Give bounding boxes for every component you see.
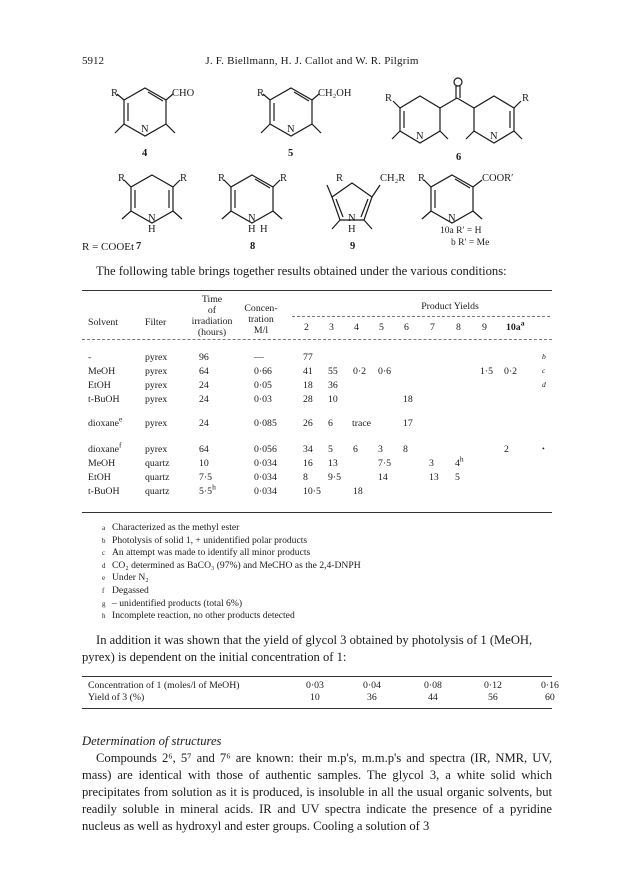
table-cell-solvent: MeOH [88,366,116,377]
product-col-7: 7 [430,322,435,333]
table-cell-y2: 18 [303,380,313,391]
compound-10b-note: b R′ = Me [451,238,490,248]
table2-yield-cell: 10 [310,692,320,703]
footnote: f Degassed [102,585,149,596]
table-cell-conc: 0·034 [254,472,277,483]
table-cell-solvent: - [88,352,92,363]
ch2oh-label: CH₂OH [318,88,352,99]
product-col-6: 6 [404,322,409,333]
table-cell-time: 24 [199,394,209,405]
paragraph-structures: Compounds 2⁶, 5⁷ and 7⁶ are known: their m.p's, m.m.p's and spectra (IR, NMR, UV, mass) are identical with those of authentic samples. The glycol 3, a white solid which precipitates from solution as it is produced, is insoluble in all the usual organic solvents, but readily soluble in mineral acids. IR and UV spectra indicate the presence of a pyridine nucleus as well as hydroxyl and ester groups. Cooling a solution of 3 [82,751,552,833]
compound-9-label: 9 [350,241,356,252]
table-cell-y2: 10·5 [303,486,321,497]
n-label: N [287,124,295,135]
h-label: H [248,224,256,235]
table2-concentration-cell: 0·12 [484,680,502,691]
col-header-concentration: Concen- tration M/l [244,303,278,336]
product-col-4: 4 [354,322,359,333]
table-cell-solvent: MeOH [88,458,116,469]
table-cell-y2: 8 [303,472,308,483]
r-label: R [257,88,265,99]
table-cell-y5: 0·6 [378,366,392,377]
table-cell-y8: 5 [455,472,460,483]
footnote: g – unidentified products (total 6%) [102,597,243,609]
table-cell-y2: 26 [303,418,313,429]
table-cell-filter: pyrex [145,418,168,429]
footnote: b Photolysis of solid 1, + unidentified polar products [102,534,308,546]
table-cell-y10: 2 [504,444,509,455]
table-cell-y3: 6 [328,418,333,429]
compound-6-label: 6 [456,152,462,163]
table-cell-y6: 8 [403,444,408,455]
h-label: H [260,224,268,235]
table-cell-y7: 3 [429,458,434,469]
table-cell-conc: 0·056 [254,444,277,455]
table-cell-y3: 5 [328,444,333,455]
table-cell-conc: 0·05 [254,380,272,391]
table-cell-y2: 41 [303,366,313,377]
compound-8-label: 8 [250,241,256,252]
n-label: N [416,131,424,142]
ch2r-label: CH₂R [380,173,406,184]
table-cell-filter: quartz [145,472,170,483]
table-cell-y9: 1·5 [480,366,494,377]
n-label: N [448,213,456,224]
table-cell-note: • [542,444,545,453]
table2-top-rule [82,676,552,677]
footnote: d CO₂ determined as BaCO₃ (97%) and MeCHO as the 2,4-DNPH [102,559,361,571]
table-cell-y5: 3 [378,444,383,455]
r-label: R [218,173,226,184]
product-col-10a: $10a^a$ [506,318,525,333]
table-cell-time: 64 [199,444,209,455]
n-label: N [248,213,256,224]
n-label: N [348,213,356,224]
table-cell-conc: 0·034 [254,458,277,469]
col-header-solvent: Solvent [88,317,118,328]
table-cell-conc: 0·03 [254,394,272,405]
compound-10a-note: 10a R′ = H [440,226,482,236]
col-header-time: Time of irradiation (hours) [191,294,233,338]
intro-paragraph: The following table brings together results obtained under the various conditions: [96,264,507,278]
table2-concentration-cell: 0·03 [306,680,324,691]
table2-concentration-cell: 0·04 [363,680,381,691]
table2-yield-cell: 36 [367,692,377,703]
table2-bottom-rule [82,708,552,709]
structure-6 [392,78,522,143]
table2-yield-cell: 44 [428,692,438,703]
table2-yield-cell: 56 [488,692,498,703]
table-cell-y5: 7·5 [378,458,392,469]
table-cell-note: c [542,366,546,375]
table-cell-solvent: t-BuOH [88,486,120,497]
table-cell-y2: 34 [303,444,313,455]
footnote: h Incomplete reaction, no other products detected [102,610,295,622]
r-label: R [418,173,426,184]
table-cell-filter: pyrex [145,366,168,377]
h-label: H [148,224,156,235]
table-cell-filter: quartz [145,486,170,497]
table-cell-y4: 6 [353,444,358,455]
header-bottom-rule [82,339,552,340]
table-cell-y45: trace [352,418,372,429]
table2-yield-cell: 60 [545,692,555,703]
table-cell-y6: 17 [403,418,413,429]
n-label: N [490,131,498,142]
footnote: c An attempt was made to identify all minor products [102,547,311,559]
table-cell-y7: 13 [429,472,439,483]
h-label: H [348,224,356,235]
r-label: R [336,173,344,184]
table-cell-conc: — [254,352,264,363]
table-cell-time: 7·5 [199,472,213,483]
table-top-rule [82,290,552,291]
header-subrule [292,316,550,317]
running-title: J. F. Biellmann, H. J. Callot and W. R. Pilgrim [205,55,419,67]
compound-7-label: 7 [136,241,142,252]
table-cell-conc: 0·66 [254,366,272,377]
table-bottom-rule [82,512,552,513]
table-cell-y3: 9·5 [328,472,342,483]
table-cell-y4: 18 [353,486,363,497]
table-cell-solvent: EtOH [88,472,111,483]
table2-concentration-cell: 0·16 [541,680,559,691]
product-col-5: 5 [379,322,384,333]
table-cell-y2: 77 [303,352,313,363]
table-cell-note: d [542,380,546,389]
n-label: N [148,213,156,224]
table-cell-note: b [542,352,546,361]
table-cell-y3: 13 [328,458,338,469]
compound-4-label: 4 [142,148,148,159]
r-label: R [118,173,126,184]
n-label: N [141,124,149,135]
cho-label: CHO [172,88,195,99]
product-col-8: 8 [456,322,461,333]
table-cell-y3: 55 [328,366,338,377]
col-header-filter: Filter [145,317,167,328]
table-cell-conc: 0·085 [254,418,277,429]
compound-5-label: 5 [288,148,294,159]
table-cell-filter: pyrex [145,380,168,391]
footnote: a Characterized as the methyl ester [102,522,240,533]
table-cell-time: 10 [199,458,209,469]
r-label: R [180,173,188,184]
table-cell-y3: 36 [328,380,338,391]
table-cell-y2: 16 [303,458,313,469]
chemical-structures [0,0,624,260]
paragraph-concentration: In addition it was shown that the yield of glycol 3 obtained by photolysis of 1 (MeOH, pyrex) is dependent on the initial concentration of 1: [82,633,533,664]
product-col-3: 3 [329,322,334,333]
table-cell-y10: 0·2 [504,366,518,377]
table-cell-y5: 14 [378,472,388,483]
table-cell-solvent: EtOH [88,380,111,391]
table-cell-y2: 28 [303,394,313,405]
table-cell-filter: pyrex [145,444,168,455]
table-cell-time: 24 [199,418,209,429]
page-number: 5912 [82,55,104,67]
r-label: R [111,88,119,99]
table-cell-time: 96 [199,352,209,363]
footnote: e Under N₂ [102,572,149,584]
table-cell-filter: pyrex [145,352,168,363]
table-cell-time: 64 [199,366,209,377]
r-definition: R = COOEt [82,241,135,253]
r-label: R [522,93,530,104]
table-cell-time: $5\cdot 5^h$ [199,482,216,497]
r-label: R [280,173,288,184]
table2-row2-label: Yield of 3 (%) [88,692,145,703]
table-cell-conc: 0·034 [254,486,277,497]
table-cell-solvent: t-BuOH [88,394,120,405]
table-cell-solvent: dioxane$^f$ [88,440,122,455]
table-cell-y3: 10 [328,394,338,405]
section-heading: Determination of structures [82,734,222,748]
table-cell-filter: quartz [145,458,170,469]
product-col-9: 9 [482,322,487,333]
table-cell-y4: 0·2 [353,366,367,377]
table-cell-time: 24 [199,380,209,391]
table2-row1-label: Concentration of 1 (moles/l of MeOH) [88,680,240,691]
table2-concentration-cell: 0·08 [424,680,442,691]
coor-label: COOR′ [482,173,514,184]
r-label: R [385,93,393,104]
table-cell-y6: 18 [403,394,413,405]
table-cell-filter: pyrex [145,394,168,405]
col-header-product-yields: Product Yields [421,301,479,312]
table-cell-solvent: dioxane$^e$ [88,414,123,429]
product-col-2: 2 [304,322,309,333]
table-cell-y8: 4$^h$ [455,454,464,469]
